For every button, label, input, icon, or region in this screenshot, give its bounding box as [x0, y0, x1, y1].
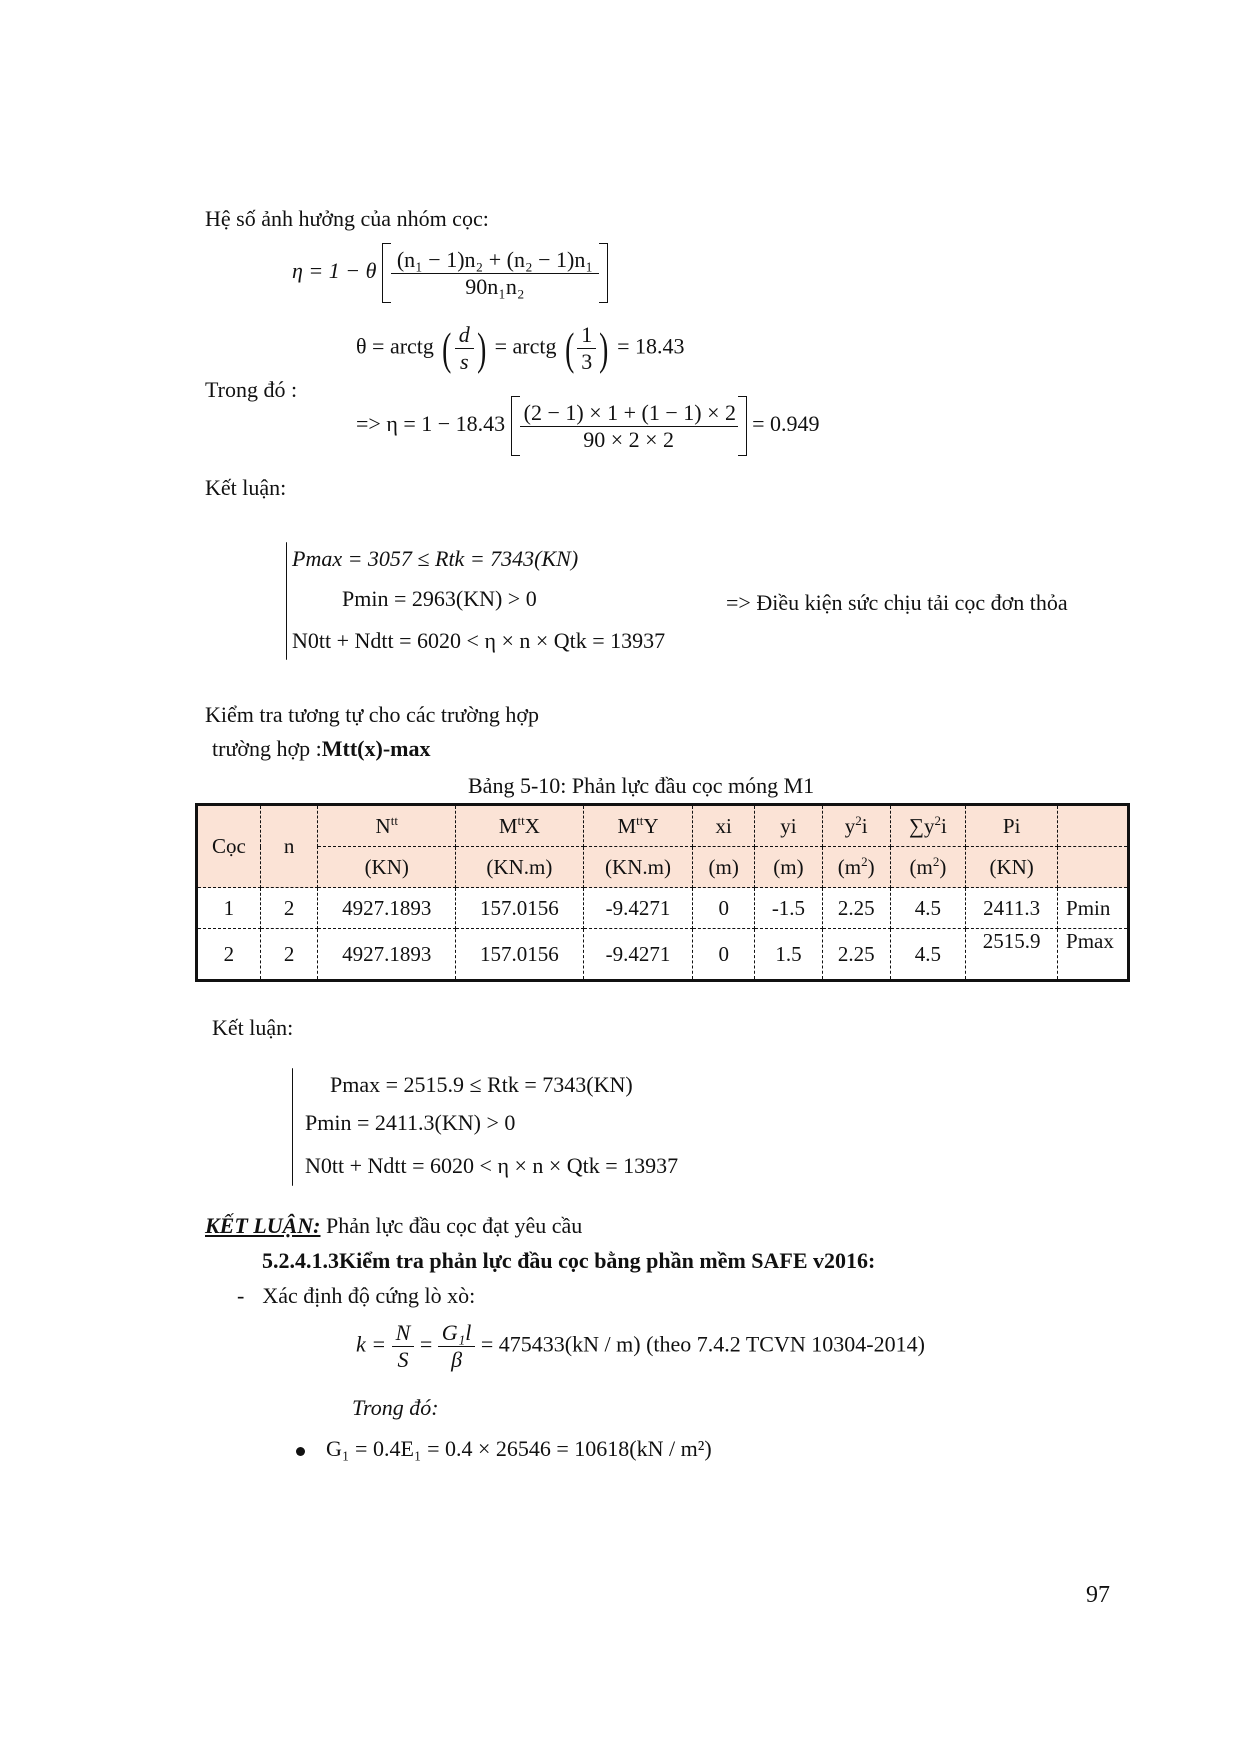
shear-modulus-formula: G₁ = 0.4E₁ = 0.4 × 26546 = 10618(kN / m²) [326, 1436, 712, 1461]
table-cell: 2411.3 [966, 888, 1058, 929]
table-row [197, 929, 1129, 981]
col-header-y2i: $y^2i$ [822, 805, 890, 847]
table-row [197, 888, 1129, 929]
table-cell: -9.4271 [583, 929, 693, 981]
theta-one: 1 [577, 322, 596, 349]
k-rhs: = 475433(kN / m) [480, 1331, 641, 1357]
table-cell: 4.5 [890, 929, 966, 981]
stiffness-formula: k = $\frac{N}{S}$ = $\frac{\text{G₁l}}{\beta}$ = 475433(kN / m) (theo 7.4.2 TCVN 10304-2014) [356, 1320, 925, 1372]
k-lhs: k = [356, 1331, 387, 1357]
conclusion-label-1: Kết luận: [205, 475, 287, 500]
table-cell: -1.5 [755, 888, 823, 929]
table-cell: 2 [260, 929, 318, 981]
final-conclusion [205, 1213, 582, 1239]
theta-formula-rhs: = 18.43 [617, 333, 685, 359]
col-header-yi: yi [755, 805, 823, 847]
table-cell: 1.5 [755, 929, 823, 981]
table-cell: 2515.9 [966, 929, 1058, 981]
unit-cell: (KN) [318, 847, 456, 888]
theta-s: s [459, 349, 469, 374]
final-conclusion-label: KẾT LUẬN: [205, 1213, 321, 1238]
table-cell: 0 [693, 929, 755, 981]
cond1-line1: Pmax = 3057 ≤ Rtk = 7343(KN) [292, 546, 579, 571]
table-cell-pmax: Pmax [1058, 929, 1129, 981]
table-cell: 157.0156 [456, 888, 584, 929]
eta-value-denominator: 90 × 2 × 2 [583, 426, 675, 452]
table-units-row [197, 847, 1129, 888]
col-header-pi: Pi [966, 805, 1058, 847]
pile-reaction-table [195, 803, 1130, 982]
k-beta: β [451, 1347, 463, 1372]
col-header-xi: xi [693, 805, 755, 847]
eta-value-rhs: = 0.949 [752, 411, 820, 437]
eta-value-numerator: (2 − 1) × 1 + (1 − 1) × 2 [520, 400, 738, 427]
table-cell: -9.4271 [583, 888, 693, 929]
eta-formula-numerator: (n₁ − 1)n₂ + (n₂ − 1)n₁ [391, 247, 599, 274]
unit-cell: $(m^2)$ [822, 847, 890, 888]
dash-item-text: Xác định độ cứng lò xò: [262, 1283, 476, 1308]
table-cell-pmin: Pmin [1058, 888, 1129, 929]
unit-cell: (KN.m) [456, 847, 584, 888]
table-cell: 2.25 [822, 888, 890, 929]
theta-three: 3 [581, 349, 593, 374]
similar-check-text: Kiểm tra tương tự cho các trường hợp [205, 702, 539, 727]
col-header-coc: Cọc [197, 805, 261, 888]
k-n: N [392, 1320, 415, 1347]
col-header-mttx: $M^{tt}X$ [456, 805, 584, 847]
table-cell: 157.0156 [456, 929, 584, 981]
k-reference: (theo 7.4.2 TCVN 10304-2014) [646, 1331, 925, 1357]
trong-do-label-2: Trong đó: [352, 1395, 439, 1420]
table-cell: 2.25 [822, 929, 890, 981]
unit-cell: $(m^2)$ [890, 847, 966, 888]
unit-cell: (m) [693, 847, 755, 888]
case-value: Mtt(x)-max [321, 736, 431, 761]
cond1-conclusion: => Điều kiện sức chịu tải cọc đơn thỏa [726, 590, 1068, 615]
eta-value-formula [356, 396, 820, 456]
col-header-empty [1058, 805, 1129, 847]
k-gl: G₁l [438, 1320, 476, 1347]
col-header-sum-y2i: $\sum y^2i$ [890, 805, 966, 847]
cond2-line3: N0tt + Ndtt = 6020 < η × n × Qtk = 13937 [305, 1153, 679, 1178]
k-s: S [397, 1347, 409, 1372]
unit-cell: (KN) [966, 847, 1058, 888]
theta-formula-lhs: θ = arctg [356, 333, 434, 359]
table-cell: 4.5 [890, 888, 966, 929]
cond2-line2: Pmin = 2411.3(KN) > 0 [305, 1110, 516, 1135]
bullet-icon [296, 1447, 305, 1456]
conclusion-label-2: Kết luận: [212, 1015, 294, 1040]
table-cell: 4927.1893 [318, 888, 456, 929]
case-label: trường hợp : [212, 736, 322, 761]
final-conclusion-text: Phản lực đầu cọc đạt yêu cầu [326, 1213, 583, 1238]
col-header-ntt: $N^{tt}$ [318, 805, 456, 847]
cond1-line2: Pmin = 2963(KN) > 0 [342, 586, 537, 611]
col-header-n: n [260, 805, 318, 888]
trong-do-label: Trong đó : [205, 377, 298, 402]
unit-cell: (m) [755, 847, 823, 888]
page-number: 97 [1086, 1582, 1110, 1608]
table-cell: 2 [197, 929, 261, 981]
cond2-line1: Pmax = 2515.9 ≤ Rtk = 7343(KN) [330, 1072, 633, 1097]
table-caption: Bảng 5-10: Phản lực đầu cọc móng M1 [468, 773, 815, 798]
table-cell: 2 [260, 888, 318, 929]
dash-marker: - [237, 1283, 245, 1308]
section-title: 5.2.4.1.3Kiểm tra phản lực đầu cọc bằng phần mềm SAFE v2016: [262, 1248, 876, 1273]
theta-formula-mid: = arctg [494, 333, 557, 359]
eta-formula-denominator: 90n₁n₂ [465, 273, 525, 299]
eta-formula-lhs: η = 1 − θ [292, 258, 377, 284]
cond1-line3: N0tt + Ndtt = 6020 < η × n × Qtk = 13937 [292, 628, 666, 653]
table-header-row [197, 805, 1129, 847]
eta-value-lhs: => η = 1 − 18.43 [356, 411, 506, 437]
col-header-mtty: $M^{tt}Y$ [583, 805, 693, 847]
eta-formula [292, 243, 608, 303]
theta-formula: θ = arctg ( $\frac{d}{s}$ ) = arctg ( $\frac{1}{3}$ ) = 18.43 [356, 322, 685, 374]
table-cell: 1 [197, 888, 261, 929]
theta-d: d [455, 322, 474, 349]
table-cell: 0 [693, 888, 755, 929]
case-line [212, 736, 430, 762]
unit-cell [1058, 847, 1129, 888]
unit-cell: (KN.m) [583, 847, 693, 888]
dash-item [237, 1283, 475, 1309]
group-coefficient-heading: Hệ số ảnh hưởng của nhóm cọc: [205, 206, 489, 231]
table-cell: 4927.1893 [318, 929, 456, 981]
